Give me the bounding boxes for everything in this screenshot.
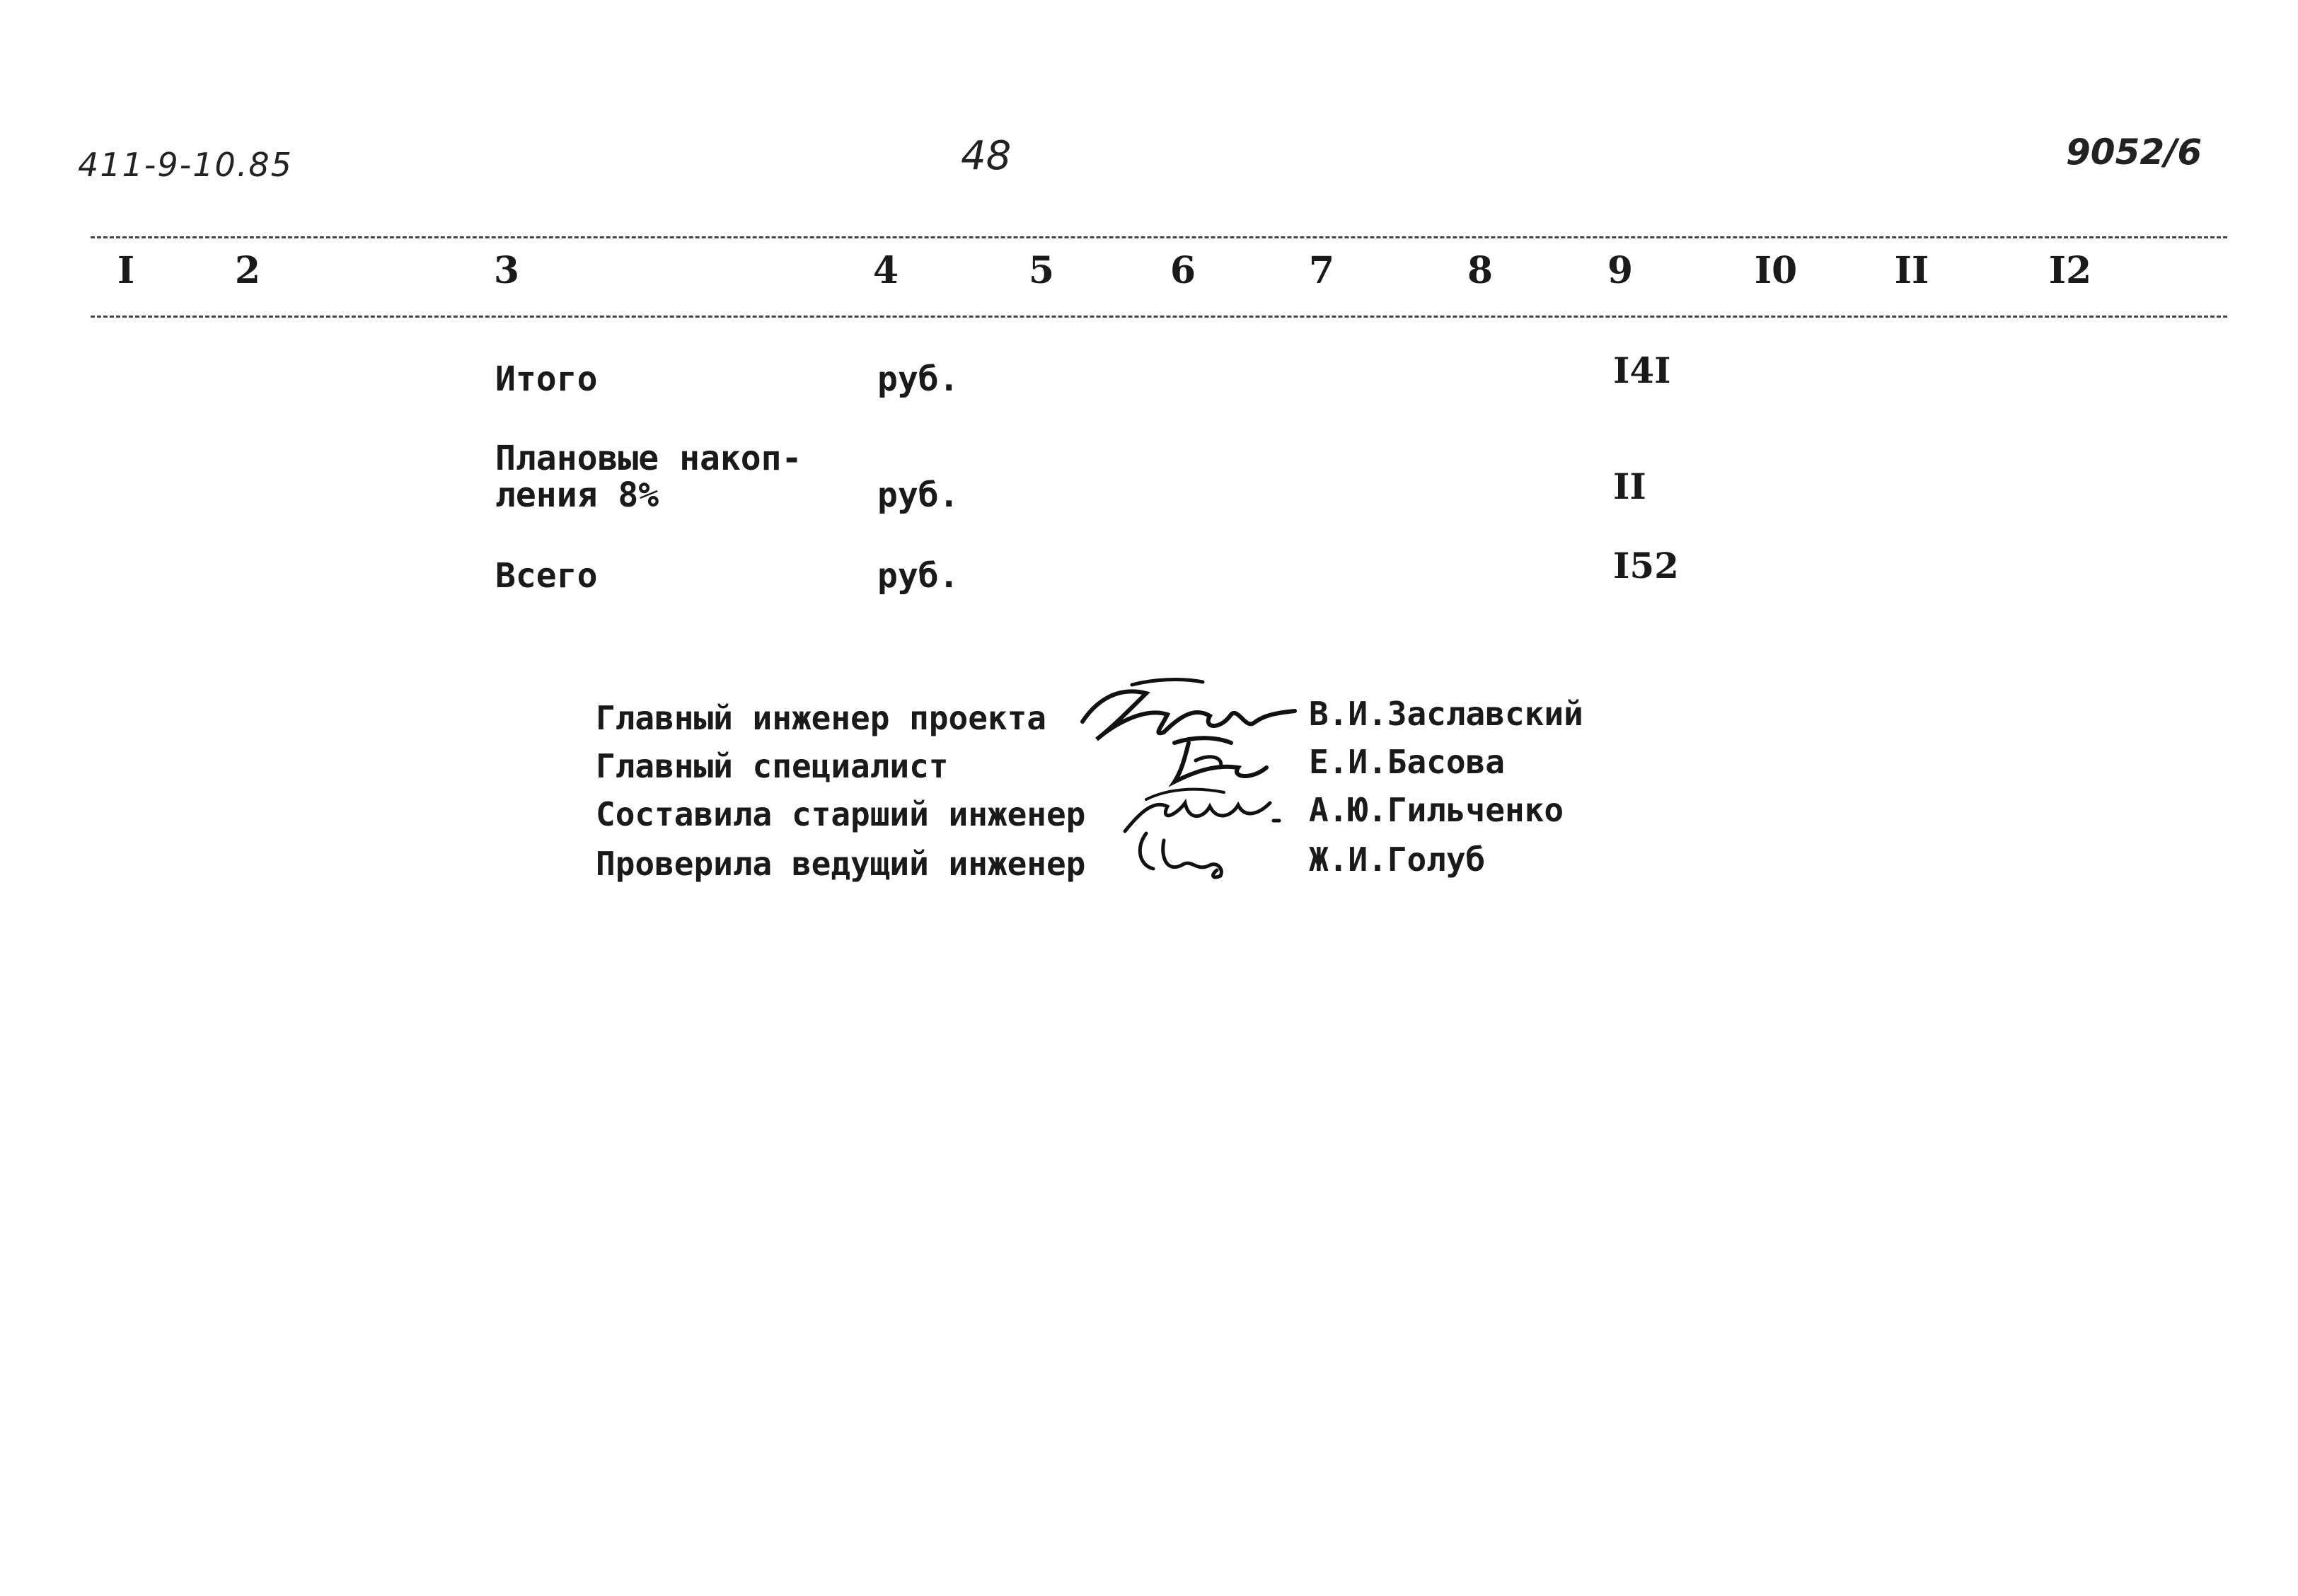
document-code: 411-9-10.85 bbox=[78, 146, 293, 184]
row-label: Итого bbox=[495, 359, 598, 399]
row-value: I4I bbox=[1613, 349, 1671, 391]
sheet-reference: 9052/6 bbox=[2066, 132, 2202, 173]
column-number-1: I bbox=[117, 249, 135, 292]
signature-name: В.И.Заславский bbox=[1309, 695, 1583, 733]
row-unit: руб. bbox=[877, 475, 959, 515]
signature-role: Главный инженер проекта bbox=[596, 699, 1046, 737]
table-header-bottom-rule bbox=[91, 316, 2227, 318]
row-value: II bbox=[1613, 466, 1646, 507]
column-number-9: 9 bbox=[1607, 249, 1634, 292]
column-number-4: 4 bbox=[872, 249, 899, 292]
column-number-6: 6 bbox=[1170, 249, 1196, 292]
row-unit: руб. bbox=[877, 556, 959, 596]
row-value: I52 bbox=[1613, 545, 1679, 586]
row-label: Всего bbox=[495, 556, 598, 596]
column-number-7: 7 bbox=[1308, 249, 1335, 292]
column-number-3: 3 bbox=[493, 249, 520, 292]
column-number-11: II bbox=[1894, 249, 1929, 292]
column-number-2: 2 bbox=[234, 249, 261, 292]
signature-role: Составила старший инженер bbox=[596, 795, 1086, 833]
signature-name: Ж.И.Голуб bbox=[1309, 840, 1486, 879]
column-number-8: 8 bbox=[1467, 249, 1494, 292]
row-label: Плановые накоп- ления 8% bbox=[495, 439, 802, 515]
signature-name: Е.И.Басова bbox=[1309, 743, 1505, 781]
page-number: 48 bbox=[961, 133, 1012, 179]
row-unit: руб. bbox=[877, 359, 959, 399]
column-number-10: I0 bbox=[1754, 249, 1798, 292]
table-header-top-rule bbox=[91, 236, 2227, 238]
signature-name: А.Ю.Гильченко bbox=[1309, 791, 1564, 829]
column-number-5: 5 bbox=[1028, 249, 1055, 292]
signature-4 bbox=[1132, 826, 1238, 890]
signature-role: Проверила ведущий инженер bbox=[596, 845, 1086, 883]
signature-role: Главный специалист bbox=[596, 747, 949, 785]
column-number-12: I2 bbox=[2048, 249, 2092, 292]
